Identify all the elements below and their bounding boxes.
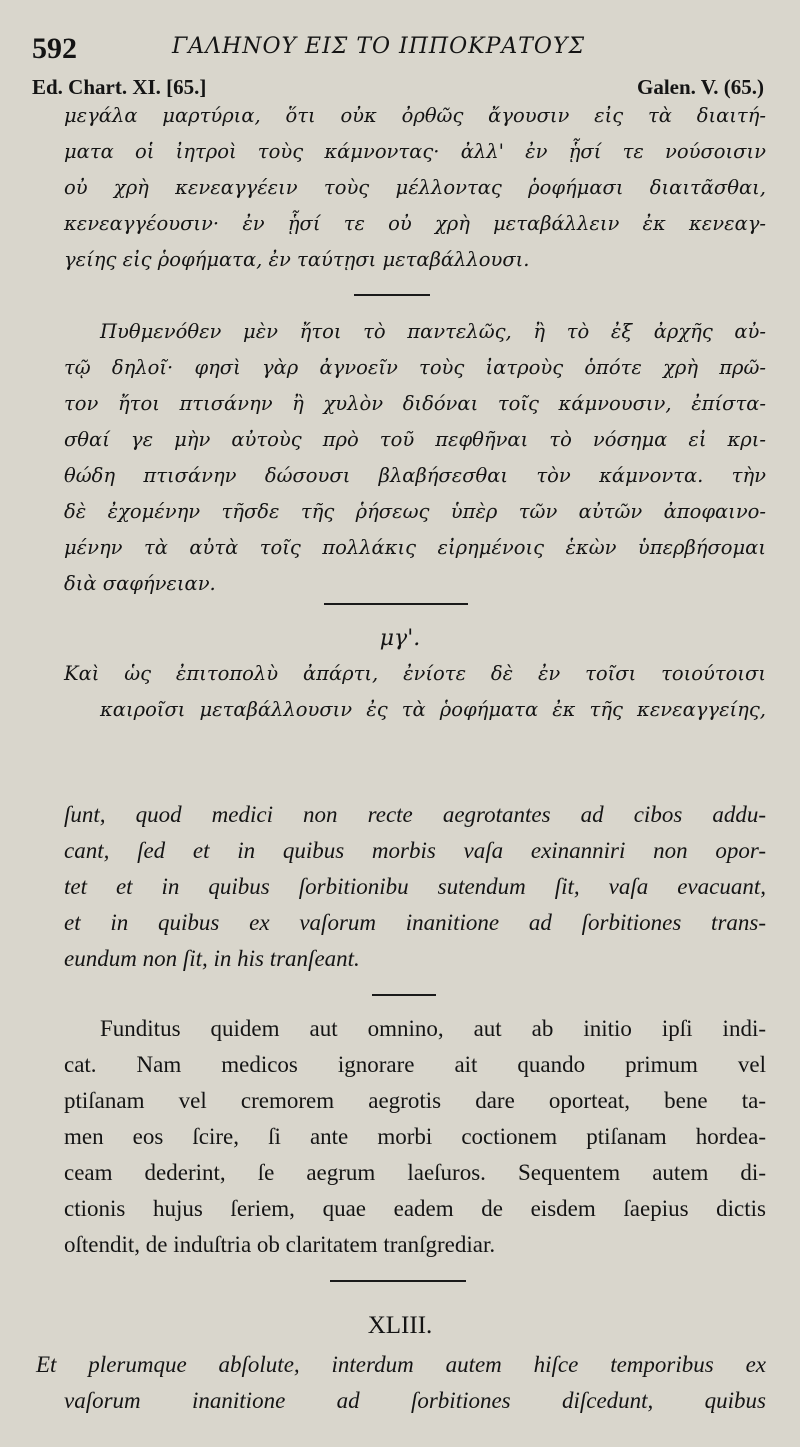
latin-commentary-line: men eos ſcire, ſi ante morbi coctionem ptiſanam hordea- [64, 1124, 766, 1149]
greek-intro-line: μεγάλα μαρτύρια, ὅτι οὐκ ὀρθῶς ἄγουσιν εἰς τὰ διαιτή- [64, 104, 766, 127]
greek-intro-line: οὐ χρὴ κενεαγγέειν τοὺς μέλλοντας ῥοφήμασι διαιτᾶσθαι, [64, 176, 766, 199]
greek-section-line: Καὶ ὡς ἐπιτοπολὺ ἀπάρτι, ἐνίοτε δὲ ἐν τοῖσι τοιούτοισι [64, 662, 766, 685]
divider-rule [372, 994, 436, 996]
latin-intro-line: cant, ſed et in quibus morbis vaſa exinanniri non opor- [64, 838, 766, 863]
running-title: ΓΑΛΗΝΟΥ ΕΙΣ ΤΟ ΙΠΠΟΚΡΑΤΟΥΣ [172, 34, 586, 59]
latin-section-line: Et plerumque abſolute, interdum autem hiſce temporibus ex [36, 1352, 766, 1377]
page-number: 592 [32, 32, 77, 65]
greek-commentary-line: θώδη πτισάνην δώσουσι βλαβήσεσθαι τὸν κάμνοντα. τὴν [64, 464, 766, 487]
divider-rule [354, 294, 430, 296]
latin-section-number: XLIII. [367, 1312, 433, 1339]
greek-intro-line: κενεαγγέουσιν· ἐν ᾗσί τε οὐ χρὴ μεταβάλλειν ἐκ κενεαγ- [64, 212, 766, 235]
latin-commentary-line: ceam dederint, ſe aegrum laeſuros. Sequentem autem di- [64, 1160, 766, 1185]
latin-intro-line: ſunt, quod medici non recte aegrotantes ad cibos addu- [64, 802, 766, 827]
latin-commentary-line: oſtendit, de induſtria ob claritatem tranſgrediar. [64, 1232, 496, 1257]
divider-rule [330, 1280, 466, 1282]
greek-intro-line: ματα οἱ ἰητροὶ τοὺς κάμνοντας· ἀλλ' ἐν ᾗσί τε νούσοισιν [64, 140, 766, 163]
latin-section-line: vaſorum inanitione ad ſorbitiones diſcedunt, quibus [64, 1388, 766, 1413]
edition-reference-right: Galen. V. (65.) [637, 75, 764, 99]
greek-commentary-line: σθαί γε μὴν αὐτοὺς πρὸ τοῦ πεφθῆναι τὸ νόσημα εἰ κρι- [64, 428, 766, 451]
greek-commentary-line: μένην τὰ αὐτὰ τοῖς πολλάκις εἰρημένοις ἑκὼν ὑπερβήσομαι [64, 536, 766, 559]
greek-commentary-line: δὲ ἐχομένην τῆσδε τῆς ῥήσεως ὑπὲρ τῶν αὐτῶν ἀποφαινο- [64, 500, 766, 523]
latin-commentary-line: ptiſanam vel cremorem aegrotis dare oporteat, bene ta- [64, 1088, 766, 1113]
latin-commentary-line: Funditus quidem aut omnino, aut ab initio ipſi indi- [100, 1016, 766, 1041]
greek-section-number: μγ'. [379, 626, 421, 651]
greek-intro-line: γείης εἰς ῥοφήματα, ἐν ταύτῃσι μεταβάλλουσι. [64, 248, 530, 271]
latin-intro-line: et in quibus ex vaſorum inanitione ad ſorbitiones trans- [64, 910, 766, 935]
greek-commentary-line: Πυθμενόθεν μὲν ἤτοι τὸ παντελῶς, ἢ τὸ ἐξ ἀρχῆς αὐ- [100, 320, 766, 343]
greek-commentary-line: διὰ σαφήνειαν. [64, 572, 216, 595]
divider-rule [324, 603, 468, 605]
latin-intro-line: tet et in quibus ſorbitionibu sutendum ſit, vaſa evacuant, [64, 874, 766, 899]
greek-commentary-line: τον ἤτοι πτισάνην ἢ χυλὸν διδόναι τοῖς κάμνουσιν, ἐπίστα- [64, 392, 766, 415]
edition-reference-left: Ed. Chart. XI. [65.] [32, 75, 207, 99]
greek-section-line: καιροῖσι μεταβάλλουσιν ἐς τὰ ῥοφήματα ἐκ τῆς κενεαγγείης, [100, 698, 766, 721]
greek-commentary-line: τῷ δηλοῖ· φησὶ γὰρ ἀγνοεῖν τοὺς ἰατροὺς ὁπότε χρὴ πρῶ- [64, 356, 766, 379]
latin-commentary-line: cat. Nam medicos ignorare ait quando primum vel [64, 1052, 766, 1077]
latin-commentary-line: ctionis hujus ſeriem, quae eadem de eisdem ſaepius dictis [64, 1196, 766, 1221]
latin-intro-line: eundum non ſit, in his tranſeant. [64, 946, 360, 971]
